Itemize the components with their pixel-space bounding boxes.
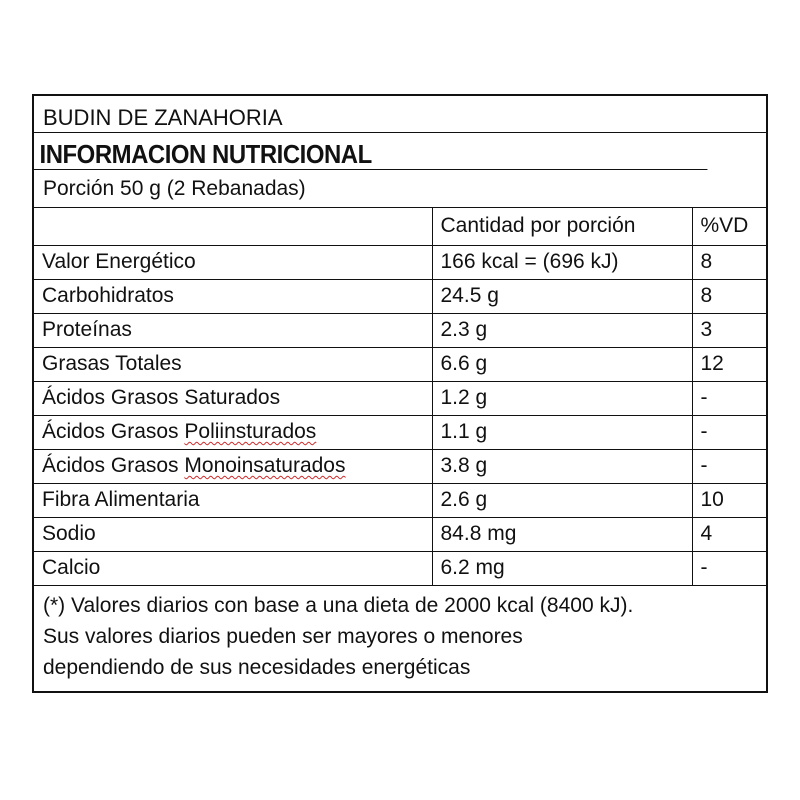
nutrient-name — [34, 415, 432, 449]
nutrient-amount: 3.8 g — [432, 449, 692, 483]
table-row — [34, 347, 766, 381]
nutrient-amount: 166 kcal = (696 kJ) — [432, 245, 692, 279]
footnote — [34, 586, 766, 691]
nutrient-dv: - — [692, 381, 766, 415]
nutrient-amount: 24.5 g — [432, 279, 692, 313]
nutrient-name: Fibra Alimentaria — [34, 483, 432, 517]
nutrient-name: Calcio — [34, 551, 432, 585]
table-row — [34, 415, 766, 449]
table-row — [34, 551, 766, 585]
portion-size: Porción 50 g (2 Rebanadas) — [34, 170, 766, 208]
table-row — [34, 381, 766, 415]
column-header-dv: %VD — [692, 208, 766, 245]
footnote-line: dependiendo de sus necesidades energéticas — [43, 655, 471, 679]
nutrient-dv: 12 — [692, 347, 766, 381]
footnote-line: (*) Valores diarios con base a una dieta de 2000 kcal (8400 kJ). — [43, 593, 634, 617]
nutrient-dv: 8 — [692, 245, 766, 279]
nutrient-dv: - — [692, 415, 766, 449]
nutrient-dv: 10 — [692, 483, 766, 517]
nutrient-dv: - — [692, 551, 766, 585]
nutrient-amount: 6.6 g — [432, 347, 692, 381]
table-row — [34, 245, 766, 279]
footnote-line: Sus valores diarios pueden ser mayores o menores — [43, 624, 523, 648]
nutrient-dv: 4 — [692, 517, 766, 551]
spellcheck-flagged-word: Poliinsturados — [184, 420, 317, 443]
table-row — [34, 449, 766, 483]
table-row — [34, 483, 766, 517]
nutrient-name: Sodio — [34, 517, 432, 551]
nutrient-name — [34, 449, 432, 483]
nutrient-name: Ácidos Grasos Saturados — [34, 381, 432, 415]
nutrient-name-prefix: Ácidos Grasos — [42, 420, 185, 443]
nutrient-name: Valor Energético — [34, 245, 432, 279]
nutrition-table — [34, 208, 766, 586]
table-row — [34, 517, 766, 551]
nutrient-dv: - — [692, 449, 766, 483]
nutrient-amount: 2.3 g — [432, 313, 692, 347]
nutrient-amount: 6.2 mg — [432, 551, 692, 585]
nutrient-amount: 2.6 g — [432, 483, 692, 517]
nutrient-name: Proteínas — [34, 313, 432, 347]
table-header-row — [34, 208, 766, 245]
nutrient-amount: 84.8 mg — [432, 517, 692, 551]
label-heading: INFORMACION NUTRICIONAL — [34, 133, 707, 170]
nutrient-amount: 1.1 g — [432, 415, 692, 449]
nutrient-dv: 3 — [692, 313, 766, 347]
product-name: BUDIN DE ZANAHORIA — [34, 96, 766, 133]
spellcheck-flagged-word: Monoinsaturados — [184, 454, 346, 477]
table-row — [34, 279, 766, 313]
column-header-nutrient — [34, 208, 432, 245]
nutrient-dv: 8 — [692, 279, 766, 313]
table-row — [34, 313, 766, 347]
column-header-amount: Cantidad por porción — [432, 208, 692, 245]
nutrient-name-prefix: Ácidos Grasos — [42, 454, 185, 477]
nutrition-label — [32, 94, 768, 693]
nutrient-amount: 1.2 g — [432, 381, 692, 415]
nutrient-name: Carbohidratos — [34, 279, 432, 313]
nutrient-name: Grasas Totales — [34, 347, 432, 381]
